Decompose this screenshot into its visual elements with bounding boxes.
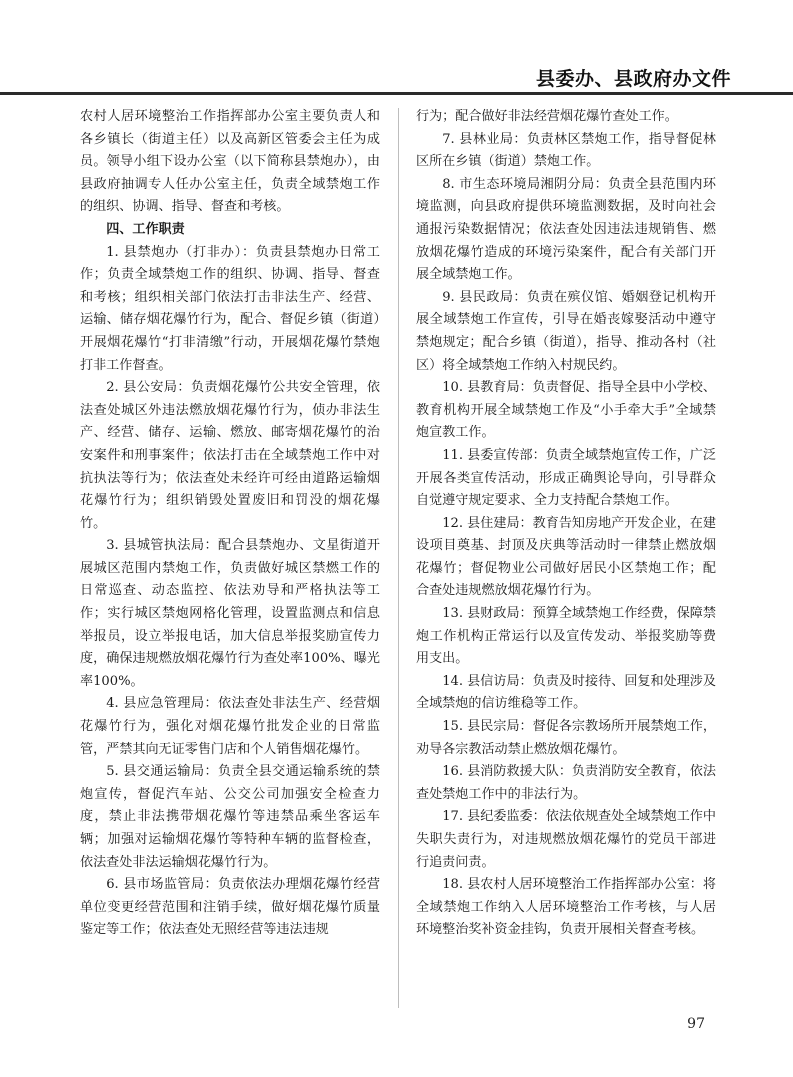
duty-item-12: 12. 县住建局：教育告知房地产开发企业，在建设项目奠基、封顶及庆典等活动时一律禁止燃放烟花爆竹；督促物业公司做好居民小区禁炮工作；配合查处违规燃放烟花爆竹行为。	[416, 515, 716, 599]
duty-item-1: 1. 县禁炮办（打非办）：负责县禁炮办日常工作；负责全域禁炮工作的组织、协调、指导、督查和考核；组织相关部门依法打击非法生产、经营、运输、储存烟花爆竹行为，配合、督促乡镇（街道）开展烟花爆竹“打非清缴”行动，开展烟花爆竹禁炮打非工作督查。	[80, 244, 380, 373]
duty-item-2: 2. 县公安局：负责烟花爆竹公共安全管理，依法查处城区外违法燃放烟花爆竹行为，侦办非法生产、经营、储存、运输、燃放、邮寄烟花爆竹的治安案件和刑事案件；依法打击在全域禁炮工作中对抗执法等行为；依法查处未经许可经由道路运输烟花爆竹行为；组织销毁处置废旧和罚没的烟花爆竹。	[80, 380, 380, 531]
duty-item-4: 4. 县应急管理局：依法查处非法生产、经营烟花爆竹行为，强化对烟花爆竹批发企业的日常监管，严禁其向无证零售门店和个人销售烟花爆竹。	[80, 696, 380, 757]
duty-item-11: 11. 县委宣传部：负责全域禁炮宣传工作，广泛开展各类宣传活动，形成正确舆论导向，引导群众自觉遵守规定要求、全力支持配合禁炮工作。	[416, 447, 716, 509]
duty-item-14: 14. 县信访局：负责及时接待、回复和处理涉及全域禁炮的信访维稳等工作。	[416, 673, 716, 712]
duty-item-17: 17. 县纪委监委：依法依规查处全域禁炮工作中失职失责行为，对违规燃放烟花爆竹的党员干部进行追责问责。	[416, 809, 716, 870]
left-text-column	[80, 106, 380, 942]
column-divider	[398, 108, 399, 1008]
document-header-title: 县委办、县政府办文件	[535, 68, 731, 90]
duty-item-6: 6. 县市场监管局：负责依法办理烟花爆竹经营单位变更经营范围和注销手续，做好烟花爆竹质量鉴定等工作；依法查处无照经营等违法违规	[80, 877, 380, 938]
duty-item-9: 9. 县民政局：负责在殡仪馆、婚姻登记机构开展全域禁炮工作宣传，引导在婚丧嫁娶活动中遵守禁炮规定；配合乡镇（街道），指导、推动各村（社区）将全域禁炮工作纳入村规民约。	[416, 289, 716, 373]
continuation-paragraph: 行为；配合做好非法经营烟花爆竹查处工作。	[416, 109, 678, 124]
duty-item-15: 15. 县民宗局：督促各宗教场所开展禁炮工作，劝导各宗教活动禁止燃放烟花爆竹。	[416, 719, 716, 757]
right-text-column	[416, 106, 716, 942]
page-number: 97	[687, 1016, 705, 1032]
duty-item-18: 18. 县农村人居环境整治工作指挥部办公室：将全域禁炮工作纳入人居环境整治工作考核，与人居环境整治奖补资金挂钩，负责开展相关督查考核。	[416, 877, 716, 938]
duty-item-13: 13. 县财政局：预算全域禁炮工作经费，保障禁炮工作机构正常运行以及宣传发动、举报奖励等费用支出。	[416, 606, 716, 667]
duty-item-5: 5. 县交通运输局：负责全县交通运输系统的禁炮宣传，督促汽车站、公交公司加强安全检查力度，禁止非法携带烟花爆竹等违禁品乘坐客运车辆；加强对运输烟花爆竹等特种车辆的监督检查，依法查处非法运输烟花爆竹行为。	[80, 764, 380, 870]
duty-item-8: 8. 市生态环境局湘阴分局：负责全县范围内环境监测，向县政府提供环境监测数据，及时向社会通报污染数据情况；依法查处因违法违规销售、燃放烟花爆竹造成的环境污染案件，配合有关部门开展全域禁炮工作。	[416, 176, 716, 283]
header-divider-line	[0, 92, 793, 95]
duty-item-3: 3. 县城管执法局：配合县禁炮办、文星街道开展城区范围内禁炮工作，负责做好城区禁燃工作的日常巡查、动态监控、依法劝导和严格执法等工作；实行城区禁炮网格化管理，设置监测点和信息举报员，设立举报电话，加大信息举报奖励宣传力度，确保违规燃放烟花爆竹行为查处率100%、曝光率100%。	[80, 538, 380, 689]
section-heading: 四、工作职责	[106, 221, 185, 237]
intro-paragraph: 农村人居环境整治工作指挥部办公室主要负责人和各乡镇长（街道主任）以及高新区管委会主任为成员。领导小组下设办公室（以下简称县禁炮办），由县政府抽调专人任办公室主任，负责全域禁炮工作的组织、协调、指导、督查和考核。	[80, 109, 380, 215]
duty-item-7: 7. 县林业局：负责林区禁炮工作，指导督促林区所在乡镇（街道）禁炮工作。	[416, 131, 716, 170]
duty-item-10: 10. 县教育局：负责督促、指导全县中小学校、教育机构开展全域禁炮工作及“小手牵大手”全域禁炮宣教工作。	[416, 380, 716, 441]
duty-item-16: 16. 县消防救援大队：负责消防安全教育，依法查处禁炮工作中的非法行为。	[416, 764, 716, 802]
